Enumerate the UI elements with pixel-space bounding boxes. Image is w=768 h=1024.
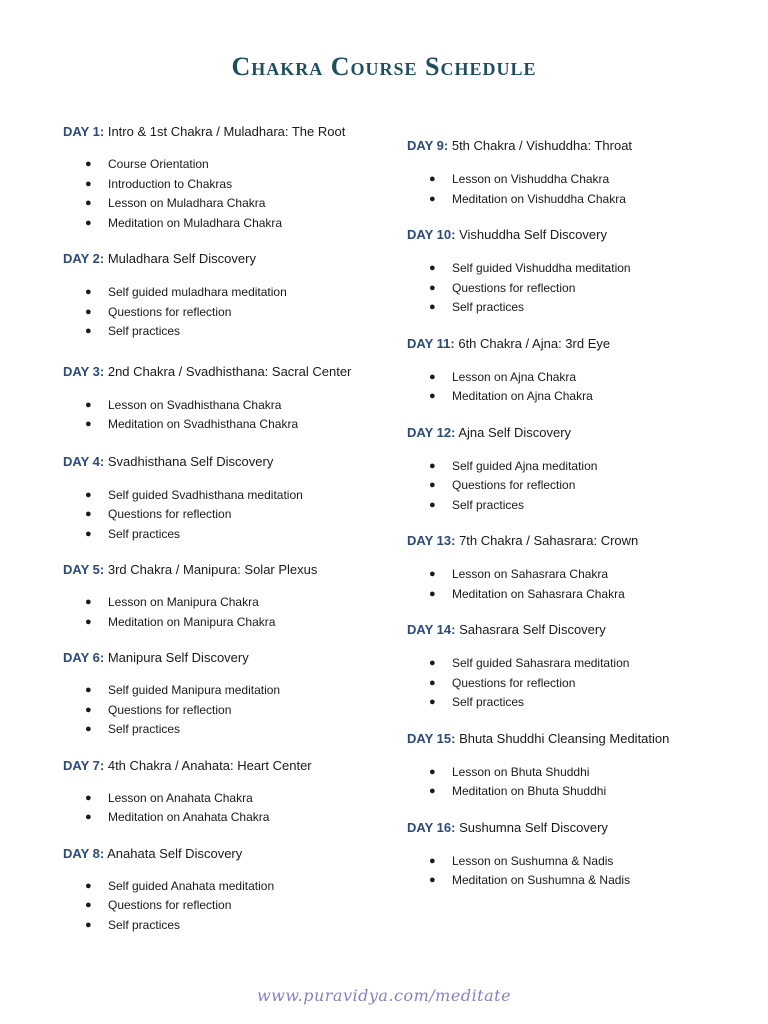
list-item (407, 457, 747, 477)
list-item-label: Meditation on Ajna Chakra (452, 389, 593, 403)
list-item (63, 808, 383, 828)
bullet-icon: ● (85, 488, 92, 501)
bullet-icon: ● (429, 479, 436, 491)
bullet-icon: ● (429, 301, 436, 313)
bullet-icon: ● (429, 192, 436, 205)
bullet-icon: ● (85, 286, 92, 298)
bullet-icon: ● (85, 398, 92, 411)
list-item-label: Lesson on Sahasrara Chakra (452, 567, 609, 581)
list-item (407, 852, 747, 872)
bullet-icon: ● (429, 676, 436, 689)
day-heading (63, 361, 383, 382)
bullet-icon: ● (85, 325, 92, 337)
list-item (407, 654, 747, 674)
item-list (63, 396, 383, 435)
day-number: DAY 4 (63, 453, 100, 469)
day-heading (63, 755, 383, 776)
bullet-icon: ● (85, 197, 92, 209)
list-item (63, 214, 383, 234)
item-list (63, 155, 383, 233)
item-list (407, 763, 747, 802)
day-colon: : (451, 227, 456, 242)
day-title: Bhuta Shuddhi Cleansing Meditation (459, 730, 670, 746)
bullet-icon: ● (85, 791, 92, 804)
day-heading (407, 817, 747, 838)
item-list (63, 877, 383, 936)
list-item-label: Lesson on Manipura Chakra (108, 595, 259, 609)
day-section (63, 248, 383, 342)
day-title: 3rd Chakra / Manipura: Solar Plexus (107, 562, 318, 577)
list-item-label: Questions for reflection (108, 304, 232, 319)
list-item (407, 368, 747, 388)
day-heading (407, 135, 747, 156)
list-item (407, 476, 747, 496)
list-item-label: Questions for reflection (108, 898, 232, 912)
list-item-label: Meditation on Sahasrara Chakra (452, 586, 625, 601)
bullet-icon: ● (429, 262, 436, 274)
item-list (407, 457, 747, 516)
list-item (63, 505, 383, 525)
day-colon: : (99, 124, 105, 139)
list-item (63, 720, 383, 740)
list-item (407, 279, 747, 299)
day-title: Intro & 1st Chakra / Muladhara: The Root (107, 124, 346, 139)
bullet-icon: ● (85, 703, 92, 716)
bullet-icon: ● (85, 811, 92, 823)
day-heading (407, 619, 747, 640)
list-item-label: Self practices (452, 695, 525, 709)
list-item-label: Self guided Ajna meditation (452, 458, 598, 473)
bullet-icon: ● (429, 568, 436, 580)
day-number: DAY 8 (63, 845, 100, 861)
list-item-label: Questions for reflection (108, 507, 232, 521)
bullet-icon: ● (429, 785, 436, 797)
day-section (407, 817, 747, 891)
item-list (407, 654, 747, 713)
day-colon: : (99, 757, 105, 773)
bullet-icon: ● (85, 723, 92, 735)
day-section (407, 422, 747, 516)
list-item-label: Self practices (108, 526, 181, 541)
bullet-icon: ● (85, 684, 92, 696)
bullet-icon: ● (429, 657, 436, 669)
day-section (63, 647, 383, 740)
day-section (63, 755, 383, 828)
day-section (63, 843, 383, 936)
list-item (63, 194, 383, 214)
list-item-label: Questions for reflection (452, 280, 576, 295)
bullet-icon: ● (85, 508, 92, 520)
day-number: DAY 1 (63, 124, 100, 139)
list-item-label: Questions for reflection (452, 478, 576, 492)
list-item-label: Lesson on Ajna Chakra (452, 369, 577, 384)
day-title: Svadhisthana Self Discovery (107, 453, 274, 469)
day-section (63, 121, 383, 233)
day-title: 7th Chakra / Sahasrara: Crown (459, 533, 639, 548)
list-item (63, 593, 383, 613)
day-number: DAY 3 (63, 363, 100, 379)
list-item (63, 303, 383, 323)
bullet-icon: ● (85, 177, 92, 190)
day-section (407, 619, 747, 713)
list-item-label: Self guided Vishuddha meditation (452, 261, 631, 275)
day-section (407, 333, 747, 407)
list-item-label: Lesson on Bhuta Shuddhi (452, 764, 590, 779)
bullet-icon: ● (85, 305, 92, 318)
list-item-label: Lesson on Anahata Chakra (108, 790, 253, 805)
day-number: DAY 6 (63, 650, 100, 665)
day-heading (63, 559, 383, 580)
day-title: Manipura Self Discovery (107, 650, 249, 665)
day-title: 4th Chakra / Anahata: Heart Center (107, 757, 312, 773)
item-list (407, 259, 747, 318)
day-colon: : (450, 335, 455, 351)
list-item (63, 155, 383, 175)
list-item-label: Meditation on Muladhara Chakra (108, 215, 283, 230)
bullet-icon: ● (429, 370, 436, 383)
day-section (407, 224, 747, 318)
list-item-label: Course Orientation (108, 157, 209, 171)
list-item (63, 681, 383, 701)
day-section (407, 135, 747, 209)
list-item (407, 387, 747, 407)
bullet-icon: ● (85, 216, 92, 229)
day-colon: : (99, 845, 105, 861)
bullet-icon: ● (429, 498, 436, 511)
bullet-icon: ● (85, 899, 92, 911)
day-colon: : (99, 363, 105, 379)
day-title: 6th Chakra / Ajna: 3rd Eye (458, 335, 611, 351)
day-heading (63, 647, 383, 668)
list-item (63, 701, 383, 721)
list-item (63, 396, 383, 416)
day-title: Vishuddha Self Discovery (459, 227, 607, 242)
list-item (63, 525, 383, 545)
bullet-icon: ● (429, 587, 436, 600)
day-section (63, 451, 383, 545)
list-item (407, 693, 747, 713)
list-item-label: Self guided Svadhisthana meditation (108, 487, 303, 502)
day-number: DAY 9 (407, 138, 444, 153)
day-heading (407, 333, 747, 354)
list-item-label: Meditation on Manipura Chakra (108, 614, 276, 629)
day-colon: : (451, 424, 456, 440)
left-column (63, 121, 383, 935)
day-title: Sahasrara Self Discovery (459, 622, 606, 637)
bullet-icon: ● (429, 459, 436, 472)
item-list (407, 565, 747, 604)
list-item (407, 585, 747, 605)
list-item (407, 298, 747, 318)
list-item-label: Meditation on Anahata Chakra (108, 810, 270, 824)
day-colon: : (451, 533, 456, 548)
footer-url[interactable]: www.puravidya.com/meditate (256, 986, 512, 1005)
day-colon: : (451, 819, 456, 835)
bullet-icon: ● (429, 390, 436, 402)
list-item-label: Lesson on Muladhara Chakra (108, 196, 266, 210)
list-item (63, 175, 383, 195)
list-item (63, 415, 383, 435)
day-title: Muladhara Self Discovery (107, 251, 256, 266)
day-number: DAY 10 (407, 227, 452, 242)
list-item-label: Self practices (452, 497, 525, 512)
list-item-label: Self guided Sahasrara meditation (452, 656, 630, 670)
day-number: DAY 5 (63, 562, 100, 577)
day-title: 5th Chakra / Vishuddha: Throat (451, 138, 633, 153)
list-item-label: Self practices (452, 300, 525, 314)
list-item-label: Lesson on Sushumna & Nadis (452, 853, 614, 868)
day-number: DAY 15 (407, 730, 452, 746)
list-item-label: Self guided Anahata meditation (108, 878, 275, 893)
day-number: DAY 11 (407, 335, 451, 351)
bullet-icon: ● (429, 173, 436, 185)
list-item-label: Lesson on Svadhisthana Chakra (108, 397, 282, 412)
list-item (407, 871, 747, 891)
day-number: DAY 2 (63, 251, 100, 266)
list-item-label: Self guided Manipura meditation (108, 683, 281, 697)
day-colon: : (451, 730, 456, 746)
bullet-icon: ● (429, 696, 436, 708)
list-item (63, 789, 383, 809)
list-item-label: Self practices (108, 722, 181, 736)
item-list (407, 852, 747, 891)
list-item (407, 190, 747, 210)
list-item (407, 259, 747, 279)
item-list (63, 283, 383, 342)
day-colon: : (99, 650, 105, 665)
list-item (63, 613, 383, 633)
item-list (63, 486, 383, 545)
day-number: DAY 14 (407, 622, 452, 637)
list-item (63, 322, 383, 342)
day-number: DAY 12 (407, 424, 452, 440)
list-item (63, 283, 383, 303)
list-item (63, 896, 383, 916)
day-heading (407, 530, 747, 551)
list-item (63, 486, 383, 506)
list-item-label: Introduction to Chakras (108, 176, 233, 191)
day-section (63, 361, 383, 435)
list-item (63, 877, 383, 897)
list-item-label: Meditation on Bhuta Shuddhi (452, 784, 607, 798)
day-section (407, 530, 747, 604)
day-number: DAY 13 (407, 533, 452, 548)
list-item (63, 916, 383, 936)
day-colon: : (443, 138, 449, 153)
day-section (63, 559, 383, 632)
list-item-label: Meditation on Sushumna & Nadis (452, 873, 631, 887)
item-list (407, 170, 747, 209)
list-item-label: Questions for reflection (108, 702, 232, 717)
list-item (407, 170, 747, 190)
day-colon: : (99, 251, 105, 266)
day-colon: : (99, 562, 105, 577)
item-list (63, 593, 383, 632)
right-column (407, 135, 747, 891)
list-item (407, 496, 747, 516)
bullet-icon: ● (429, 765, 436, 778)
page-title: Chakra Course Schedule (231, 52, 537, 81)
bullet-icon: ● (429, 874, 436, 886)
list-item-label: Meditation on Vishuddha Chakra (452, 191, 626, 206)
day-number: DAY 7 (63, 757, 100, 773)
list-item-label: Meditation on Svadhisthana Chakra (108, 417, 299, 431)
day-heading (63, 451, 383, 472)
list-item-label: Self guided muladhara meditation (108, 285, 287, 299)
list-item (407, 674, 747, 694)
bullet-icon: ● (85, 418, 92, 430)
list-item-label: Questions for reflection (452, 675, 576, 690)
day-heading (63, 248, 383, 269)
day-heading (63, 121, 383, 142)
list-item (407, 565, 747, 585)
day-heading (407, 224, 747, 245)
bullet-icon: ● (85, 615, 92, 628)
day-colon: : (451, 622, 456, 637)
day-heading (407, 422, 747, 443)
list-item-label: Self practices (108, 917, 181, 932)
bullet-icon: ● (429, 854, 436, 867)
day-heading (407, 728, 747, 749)
list-item-label: Self practices (108, 324, 181, 338)
day-heading (63, 843, 383, 864)
day-title: Sushumna Self Discovery (459, 819, 608, 835)
list-item (407, 763, 747, 783)
day-colon: : (99, 453, 105, 469)
bullet-icon: ● (85, 879, 92, 892)
day-number: DAY 16 (407, 819, 452, 835)
list-item (407, 782, 747, 802)
item-list (407, 368, 747, 407)
day-section (407, 728, 747, 802)
day-title: Ajna Self Discovery (458, 424, 572, 440)
day-title: Anahata Self Discovery (107, 845, 243, 861)
bullet-icon: ● (429, 281, 436, 294)
bullet-icon: ● (85, 596, 92, 608)
item-list (63, 789, 383, 828)
bullet-icon: ● (85, 918, 92, 931)
day-title: 2nd Chakra / Svadhisthana: Sacral Center (107, 363, 352, 379)
list-item-label: Lesson on Vishuddha Chakra (452, 172, 610, 186)
bullet-icon: ● (85, 158, 92, 170)
bullet-icon: ● (85, 527, 92, 540)
item-list (63, 681, 383, 740)
